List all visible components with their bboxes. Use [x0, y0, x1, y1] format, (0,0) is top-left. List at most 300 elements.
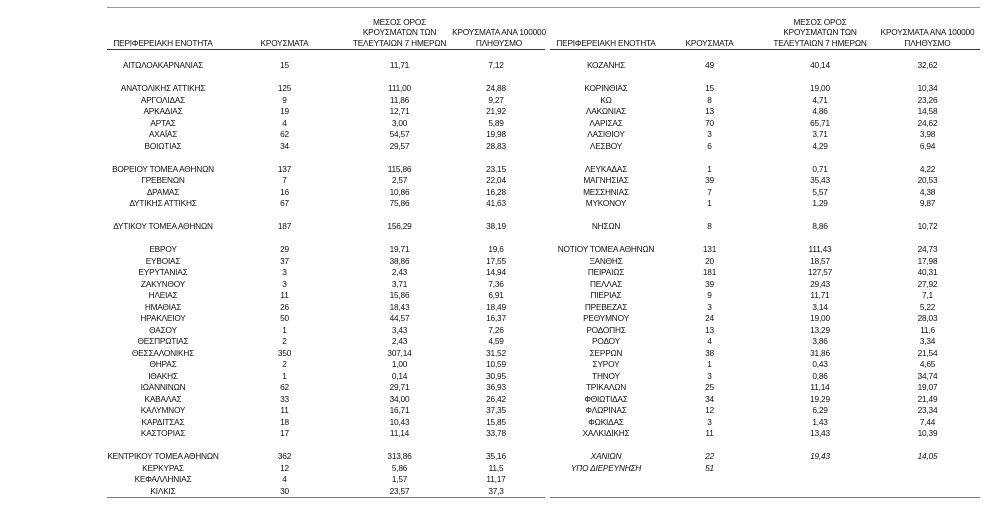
avg7-value: 13,29 — [810, 324, 830, 335]
cases-value: 2 — [282, 336, 287, 346]
cases-value: 8 — [707, 94, 712, 105]
header-cases: ΚΡΟΥΣΜΑΤΑ — [260, 37, 309, 48]
per100k-value: 9,87 — [919, 198, 936, 208]
per100k-value: 4,22 — [919, 163, 936, 174]
avg7-value: 11,14 — [810, 382, 830, 392]
avg7-value: 0,43 — [812, 359, 828, 369]
avg7-value: 10,43 — [389, 416, 410, 427]
region-name: ΠΙΕΡΙΑΣ — [590, 290, 622, 300]
table-row — [550, 302, 980, 314]
region-name: ΕΥΡΥΤΑΝΙΑΣ — [138, 267, 188, 277]
avg7-value: 4,29 — [812, 140, 828, 151]
per100k-value: 26,42 — [486, 393, 506, 404]
region-name: ΛΑΡΙΣΑΣ — [589, 117, 623, 128]
avg7-value: 313,86 — [387, 451, 412, 461]
avg7-value: 11,86 — [389, 94, 410, 105]
avg7-value: 8,86 — [812, 221, 828, 231]
cases-value: 18 — [280, 416, 289, 427]
region-name: ΜΑΓΝΗΣΙΑΣ — [583, 175, 629, 185]
table-row — [107, 313, 545, 325]
region-name: ΑΡΓΟΛΙΔΑΣ — [140, 94, 186, 105]
table-row — [107, 106, 545, 118]
per100k-value: 27,92 — [917, 278, 938, 289]
per100k-value: 37,3 — [488, 485, 504, 496]
region-name: ΛΑΣΙΘΙΟΥ — [587, 129, 625, 139]
bottom-rule-left — [107, 497, 545, 498]
avg7-value: 19,71 — [389, 244, 410, 254]
table-row — [107, 175, 545, 187]
header-per100k-line2: ΠΛΗΘΥΣΜΟ — [904, 37, 951, 48]
table-row — [550, 164, 980, 176]
table-row — [107, 267, 545, 279]
region-name: ΗΜΑΘΙΑΣ — [144, 301, 182, 312]
region-name: ΞΑΝΘΗΣ — [589, 255, 623, 266]
region-name: ΣΕΡΡΩΝ — [589, 347, 623, 358]
table-row — [550, 451, 980, 463]
per100k-value: 14,58 — [917, 106, 938, 116]
table-row — [107, 118, 545, 130]
cases-value: 3 — [707, 370, 712, 381]
cases-value: 34 — [280, 140, 289, 151]
region-name: ΔΥΤΙΚΗΣ ΑΤΤΙΚΗΣ — [129, 198, 197, 208]
region-name: ΜΕΣΣΗΝΙΑΣ — [583, 186, 629, 197]
region-name: ΡΟΔΟΥ — [592, 336, 620, 346]
region-name: ΚΕΦΑΛΛΗΝΙΑΣ — [134, 474, 192, 484]
avg7-value: 29,43 — [810, 278, 830, 289]
per100k-value: 11,5 — [488, 462, 504, 473]
per100k-value: 23,26 — [917, 94, 938, 105]
cases-value: 3 — [707, 416, 712, 427]
cases-value: 8 — [707, 221, 712, 231]
table-row — [550, 83, 980, 95]
table-row — [107, 474, 545, 486]
cases-value: 37 — [280, 255, 289, 266]
cases-value: 3 — [707, 301, 712, 312]
region-name: ΤΡΙΚΑΛΩΝ — [585, 382, 627, 392]
per100k-value: 28,03 — [917, 313, 938, 323]
region-name: ΚΙΛΚΙΣ — [150, 485, 176, 496]
cases-value: 67 — [280, 198, 289, 208]
header-avg7-line3: ΤΕΛΕΥΤΑΙΩΝ 7 ΗΜΕΡΩΝ — [773, 37, 867, 48]
cases-value: 9 — [707, 290, 712, 300]
avg7-value: 4,86 — [812, 106, 828, 116]
avg7-value: 3,86 — [812, 336, 828, 346]
region-name: ΗΡΑΚΛΕΙΟΥ — [140, 313, 186, 323]
table-row — [107, 417, 545, 429]
table-row — [107, 95, 545, 107]
region-name: ΥΠΟ ΔΙΕΡΕΥΝΗΣΗ — [570, 462, 642, 473]
region-name: ΔΡΑΜΑΣ — [146, 186, 180, 197]
per100k-value: 34,74 — [917, 370, 938, 381]
table-row — [107, 451, 545, 463]
per100k-value: 9,27 — [488, 94, 504, 105]
top-rule — [107, 7, 980, 8]
cases-value: 26 — [280, 301, 289, 312]
header-per100k — [875, 27, 980, 48]
per100k-value: 10,39 — [917, 428, 938, 438]
region-name: ΘΗΡΑΣ — [149, 359, 177, 369]
table-row — [107, 382, 545, 394]
region-name: ΠΕΛΛΑΣ — [589, 278, 623, 289]
table-row — [107, 302, 545, 314]
cases-value: 51 — [705, 462, 714, 473]
avg7-value: 127,57 — [807, 267, 833, 277]
table-row — [550, 336, 980, 348]
per100k-value: 7,12 — [488, 60, 504, 70]
per100k-value: 21,54 — [917, 347, 938, 358]
table-row — [107, 405, 545, 417]
per100k-value: 31,52 — [486, 347, 506, 358]
per100k-value: 5,22 — [919, 301, 936, 312]
cases-value: 7 — [707, 186, 712, 197]
table-row — [550, 141, 980, 153]
avg7-value: 11,71 — [810, 290, 830, 300]
avg7-value: 3,71 — [391, 278, 408, 289]
table-row — [550, 279, 980, 291]
avg7-value: 75,86 — [389, 198, 410, 208]
avg7-value: 3,43 — [391, 324, 408, 335]
region-name: ΕΥΒΟΙΑΣ — [145, 255, 181, 266]
per100k-value: 17,55 — [486, 255, 506, 266]
table-row — [550, 60, 980, 72]
table-row — [107, 463, 545, 475]
per100k-value: 17,98 — [917, 255, 938, 266]
avg7-value: 40,14 — [810, 60, 830, 70]
cases-value: 3 — [707, 129, 712, 139]
region-name: ΦΩΚΙΔΑΣ — [588, 416, 624, 427]
per100k-value: 24,62 — [917, 117, 938, 128]
per100k-value: 11,17 — [486, 474, 506, 484]
avg7-value: 19,00 — [810, 313, 830, 323]
per100k-value: 4,65 — [919, 359, 936, 369]
cases-value: 1 — [707, 163, 712, 174]
cases-value: 15 — [705, 83, 714, 93]
region-name: ΑΙΤΩΛΟΑΚΑΡΝΑΝΙΑΣ — [122, 60, 204, 70]
per100k-value: 4,38 — [919, 186, 936, 197]
avg7-value: 4,71 — [812, 94, 828, 105]
cases-value: 9 — [282, 94, 287, 105]
header-avg7-line1: ΜΕΣΟΣ ΟΡΟΣ — [372, 16, 427, 27]
table-row — [107, 60, 545, 72]
cases-value: 49 — [705, 60, 714, 70]
table-row — [550, 244, 980, 256]
cases-value: 131 — [702, 244, 717, 254]
cases-value: 3 — [282, 267, 287, 277]
cases-value: 125 — [277, 83, 292, 93]
cases-value: 11 — [705, 428, 714, 438]
avg7-value: 18,43 — [389, 301, 410, 312]
per100k-value: 18,49 — [486, 301, 506, 312]
avg7-value: 5,57 — [812, 186, 828, 197]
per100k-value: 5,89 — [488, 117, 504, 128]
per100k-value: 14,05 — [917, 451, 938, 461]
header-region: ΠΕΡΙΦΕΡΕΙΑΚΗ ΕΝΟΤΗΤΑ — [556, 37, 656, 48]
avg7-value: 11,71 — [389, 60, 410, 70]
header-avg7 — [765, 17, 875, 49]
table-row — [550, 394, 980, 406]
region-name: ΜΥΚΟΝΟΥ — [585, 198, 627, 208]
per100k-value: 40,31 — [917, 267, 938, 277]
header-avg7-line2: ΚΡΟΥΣΜΑΤΩΝ ΤΩΝ — [783, 27, 857, 37]
region-name: ΚΑΣΤΟΡΙΑΣ — [140, 428, 186, 438]
region-name: ΚΩ — [600, 94, 612, 105]
avg7-value: 16,71 — [389, 405, 410, 415]
region-name: ΚΑΡΔΙΤΣΑΣ — [141, 416, 185, 427]
per100k-value: 10,72 — [917, 221, 938, 231]
avg7-value: 35,43 — [810, 175, 830, 185]
region-name: ΚΟΡΙΝΘΙΑΣ — [584, 83, 628, 93]
cases-value: 12 — [705, 405, 714, 415]
table-row — [550, 256, 980, 268]
per100k-value: 15,85 — [486, 416, 506, 427]
cases-value: 7 — [282, 175, 287, 185]
per100k-value: 35,16 — [486, 451, 506, 461]
table-row — [107, 359, 545, 371]
cases-value: 39 — [705, 278, 714, 289]
cases-value: 4 — [707, 336, 712, 346]
cases-value: 30 — [280, 485, 289, 496]
per100k-value: 3,34 — [919, 336, 936, 346]
region-name: ΡΕΘΥΜΝΟΥ — [583, 313, 629, 323]
table-row — [550, 359, 980, 371]
avg7-value: 3,71 — [812, 129, 828, 139]
avg7-value: 6,29 — [812, 405, 828, 415]
avg7-value: 5,86 — [391, 462, 408, 473]
per100k-value: 19,6 — [488, 244, 504, 254]
per100k-value: 4,59 — [488, 336, 504, 346]
avg7-value: 2,43 — [391, 267, 408, 277]
table-row — [550, 198, 980, 210]
per100k-value: 24,73 — [917, 244, 938, 254]
avg7-value: 1,43 — [812, 416, 828, 427]
header-per100k-line1: ΚΡΟΥΣΜΑΤΑ ΑΝΑ 100000 — [452, 27, 546, 37]
avg7-value: 1,29 — [812, 198, 828, 208]
region-name: ΑΝΑΤΟΛΙΚΗΣ ΑΤΤΙΚΗΣ — [120, 83, 206, 93]
cases-value: 38 — [705, 347, 714, 358]
table-row — [550, 428, 980, 440]
avg7-value: 0,86 — [812, 370, 828, 381]
table-row — [107, 486, 545, 498]
avg7-value: 19,00 — [810, 83, 830, 93]
per100k-value: 36,93 — [486, 382, 506, 392]
table-row — [550, 118, 980, 130]
region-name: ΕΒΡΟΥ — [149, 244, 177, 254]
cases-value: 70 — [705, 117, 714, 128]
cases-value: 15 — [280, 60, 289, 70]
table-header-left — [107, 14, 545, 50]
cases-value: 25 — [705, 382, 714, 392]
per100k-value: 21,49 — [917, 393, 938, 404]
cases-value: 362 — [277, 451, 292, 461]
table-row — [107, 325, 545, 337]
table-row — [107, 198, 545, 210]
table-row — [550, 371, 980, 383]
cases-value: 187 — [277, 221, 292, 231]
region-name: ΝΟΤΙΟΥ ΤΟΜΕΑ ΑΘΗΝΩΝ — [557, 244, 655, 254]
per100k-value: 23,34 — [917, 405, 938, 415]
header-region: ΠΕΡΙΦΕΡΕΙΑΚΗ ΕΝΟΤΗΤΑ — [113, 37, 213, 48]
region-name: ΒΟΡΕΙΟΥ ΤΟΜΕΑ ΑΘΗΝΩΝ — [112, 163, 214, 174]
per100k-value: 19,98 — [486, 129, 506, 139]
header-per100k — [447, 27, 551, 48]
region-name: ΘΕΣΠΡΩΤΙΑΣ — [137, 336, 189, 346]
table-row — [550, 313, 980, 325]
table-row — [550, 417, 980, 429]
header-avg7-line2: ΚΡΟΥΣΜΑΤΩΝ ΤΩΝ — [362, 27, 437, 37]
per100k-value: 11,6 — [920, 324, 935, 335]
header-avg7 — [342, 17, 457, 49]
per100k-value: 10,59 — [486, 359, 506, 369]
avg7-value: 111,00 — [388, 83, 411, 93]
avg7-value: 19,43 — [810, 451, 830, 461]
cases-value: 19 — [280, 106, 289, 116]
avg7-value: 18,57 — [810, 255, 830, 266]
cases-value: 22 — [705, 451, 714, 461]
table-row — [550, 175, 980, 187]
region-name: ΚΑΛΥΜΝΟΥ — [140, 405, 186, 415]
region-name: ΠΕΙΡΑΙΩΣ — [587, 267, 625, 277]
cases-value: 34 — [705, 393, 714, 404]
avg7-value: 13,43 — [810, 428, 830, 438]
bottom-rule-right — [550, 497, 980, 498]
per100k-value: 16,28 — [486, 186, 506, 197]
cases-value: 4 — [282, 117, 287, 128]
region-name: ΛΕΣΒΟΥ — [589, 140, 623, 151]
table-row — [107, 129, 545, 141]
header-per100k-line1: ΚΡΟΥΣΜΑΤΑ ΑΝΑ 100000 — [880, 27, 975, 37]
cases-value: 16 — [280, 186, 289, 197]
table-row — [107, 221, 545, 233]
table-row — [107, 279, 545, 291]
table-row — [550, 187, 980, 199]
avg7-value: 15,86 — [389, 290, 410, 300]
table-row — [107, 428, 545, 440]
table-row — [107, 348, 545, 360]
table-row — [550, 463, 980, 475]
region-name: ΦΘΙΩΤΙΔΑΣ — [584, 393, 628, 404]
cases-value: 50 — [280, 313, 289, 323]
avg7-value: 38,86 — [389, 255, 410, 266]
table-row — [550, 221, 980, 233]
region-name: ΙΘΑΚΗΣ — [148, 370, 178, 381]
per100k-value: 32,62 — [917, 60, 938, 70]
table-row — [107, 290, 545, 302]
avg7-value: 111,43 — [808, 244, 832, 254]
cases-value: 1 — [707, 198, 712, 208]
table-row — [107, 371, 545, 383]
region-name: ΑΧΑΪΑΣ — [148, 129, 178, 139]
avg7-value: 34,00 — [389, 393, 410, 404]
per100k-value: 7,36 — [488, 278, 504, 289]
region-name: ΚΑΒΑΛΑΣ — [144, 393, 182, 404]
region-name: ΘΕΣΣΑΛΟΝΙΚΗΣ — [131, 347, 195, 358]
table-row — [107, 141, 545, 153]
avg7-value: 115,86 — [387, 163, 412, 174]
cases-value: 39 — [705, 175, 714, 185]
region-name: ΗΛΕΙΑΣ — [148, 290, 178, 300]
avg7-value: 3,14 — [812, 301, 828, 312]
avg7-value: 1,00 — [391, 359, 408, 369]
cases-value: 3 — [282, 278, 287, 289]
cases-value: 2 — [282, 359, 287, 369]
avg7-value: 19,29 — [810, 393, 830, 404]
avg7-value: 1,57 — [391, 474, 408, 484]
region-name: ΡΟΔΟΠΗΣ — [586, 324, 626, 335]
region-name: ΒΟΙΩΤΙΑΣ — [144, 140, 182, 151]
avg7-value: 65,71 — [810, 117, 830, 128]
cases-value: 13 — [705, 106, 714, 116]
table-row — [107, 187, 545, 199]
region-name: ΚΕΡΚΥΡΑΣ — [142, 462, 184, 473]
table-row — [107, 394, 545, 406]
table-row — [550, 106, 980, 118]
cases-value: 4 — [282, 474, 287, 484]
table-row — [550, 290, 980, 302]
per100k-value: 20,53 — [917, 175, 938, 185]
table-row — [550, 95, 980, 107]
per100k-value: 19,07 — [917, 382, 938, 392]
region-name: ΝΗΣΩΝ — [591, 221, 621, 231]
per100k-value: 7,26 — [488, 324, 504, 335]
cases-value: 29 — [280, 244, 289, 254]
table-row — [550, 405, 980, 417]
avg7-value: 307,14 — [387, 347, 412, 358]
avg7-value: 23,57 — [389, 485, 410, 496]
per100k-value: 38,19 — [486, 221, 506, 231]
per100k-value: 6,94 — [919, 140, 936, 151]
cases-value: 62 — [280, 129, 289, 139]
table-row — [550, 348, 980, 360]
region-name: ΑΡΚΑΔΙΑΣ — [143, 106, 183, 116]
cases-value: 1 — [282, 324, 287, 335]
table-row — [107, 164, 545, 176]
per100k-value: 21,92 — [486, 106, 506, 116]
avg7-value: 31,86 — [810, 347, 830, 358]
per100k-value: 7,1 — [922, 290, 933, 300]
avg7-value: 156,29 — [387, 221, 412, 231]
region-name: ΧΑΝΙΩΝ — [590, 451, 622, 461]
cases-value: 17 — [280, 428, 289, 438]
per100k-value: 22,04 — [486, 175, 506, 185]
region-name: ΣΥΡΟΥ — [592, 359, 620, 369]
cases-value: 1 — [707, 359, 712, 369]
region-name: ΠΡΕΒΕΖΑΣ — [584, 301, 628, 312]
avg7-value: 11,14 — [389, 428, 410, 438]
region-name: ΓΡΕΒΕΝΩΝ — [141, 175, 185, 185]
header-avg7-line1: ΜΕΣΟΣ ΟΡΟΣ — [793, 16, 847, 27]
table-row — [107, 244, 545, 256]
per100k-value: 28,83 — [486, 140, 506, 151]
per100k-value: 24,88 — [486, 83, 506, 93]
region-name: ΖΑΚΥΝΘΟΥ — [140, 278, 186, 289]
region-name: ΧΑΛΚΙΔΙΚΗΣ — [582, 428, 630, 438]
table-row — [107, 336, 545, 348]
per100k-value: 23,15 — [486, 163, 506, 174]
region-name: ΤΗΝΟΥ — [592, 370, 620, 381]
table-row — [550, 382, 980, 394]
region-name: ΛΕΥΚΑΔΑΣ — [584, 163, 628, 174]
table-row — [550, 325, 980, 337]
cases-value: 137 — [277, 163, 292, 174]
per100k-value: 7,44 — [919, 416, 936, 427]
per100k-value: 3,98 — [919, 129, 936, 139]
avg7-value: 29,71 — [389, 382, 410, 392]
table-header-right — [550, 14, 980, 50]
region-name: ΔΥΤΙΚΟΥ ΤΟΜΕΑ ΑΘΗΝΩΝ — [113, 221, 213, 231]
region-name: ΛΑΚΩΝΙΑΣ — [585, 106, 627, 116]
avg7-value: 12,71 — [389, 106, 410, 116]
per100k-value: 33,78 — [486, 428, 506, 438]
